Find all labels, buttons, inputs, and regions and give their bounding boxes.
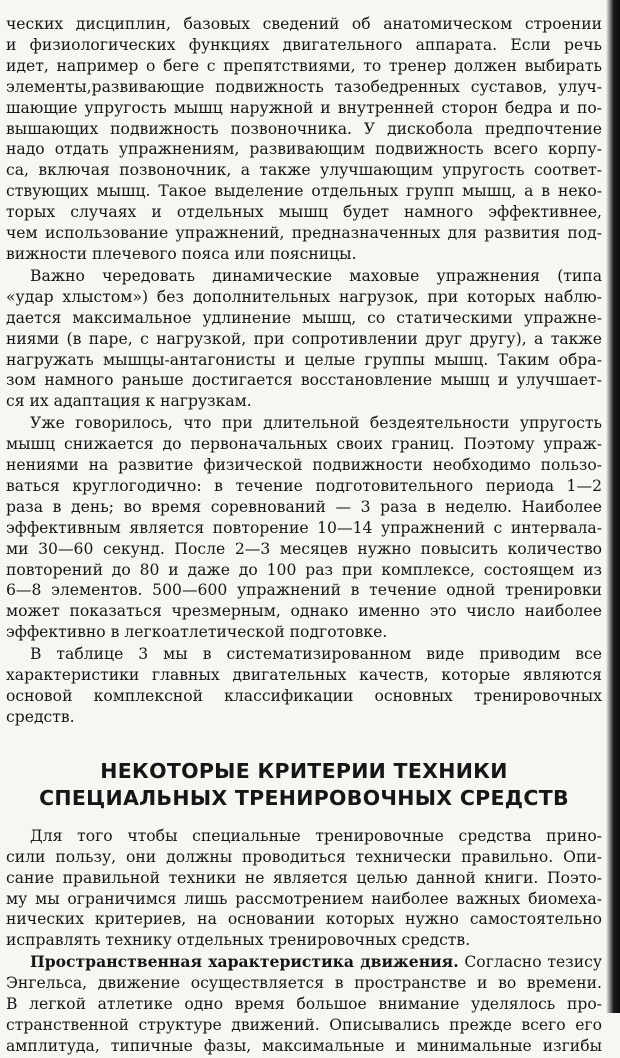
- text-line: торых случаях и отдельных мышц будет намного эффективнее,: [6, 203, 602, 222]
- text-line: ческих дисциплин, базовых сведений об анатомическом строении: [6, 15, 602, 33]
- paragraph-flexibility-exercises: [6, 14, 602, 265]
- text-line: чем использование упражнений, предназначенных для развития под-: [6, 224, 602, 243]
- text-line: ся их адаптация к нагрузкам.: [6, 392, 252, 411]
- text-line: ми 30—60 секунд. После 2—3 месяцев нужно повысить количество: [6, 539, 602, 558]
- text-line: [6, 952, 602, 973]
- text-line: может показаться чрезмерным, однако именно это число наиболее: [6, 602, 602, 621]
- text-line: характеристики главных двигательных качеств, которые являются: [6, 666, 602, 685]
- text-line: Для того чтобы специальные тренировочные средства прино-: [30, 826, 602, 845]
- text-line: зом намного раньше достигается восстановление мышц и улучшает-: [6, 371, 602, 390]
- text-line: Важно чередовать динамические маховые упражнения (типа: [30, 266, 602, 285]
- text-fragment: Согласно тезису: [458, 953, 602, 972]
- text-line: идет, например о беге с препятствиями, то тренер должен выбирать: [6, 56, 602, 75]
- text-line: В легкой атлетике одно время большое внимание уделялось про-: [6, 995, 602, 1014]
- text-line: средств.: [6, 707, 75, 726]
- section-heading-line-2: СПЕЦИАЛЬНЫХ ТРЕНИРОВОЧНЫХ СРЕДСТВ: [39, 785, 569, 810]
- paragraph-table-reference: [6, 644, 602, 728]
- text-line: шающие упругость мышц наружной и внутренней сторон бедра и по-: [6, 98, 602, 117]
- text-line: странственной структуре движений. Описывались прежде всего его: [6, 1015, 602, 1034]
- text-line: основой комплексной классификации основных тренировочных: [6, 687, 602, 705]
- section-heading: [6, 758, 602, 812]
- text-line: амплитуда, типичные фазы, максимальные и минимальные изгибы: [6, 1036, 602, 1055]
- text-line: и физиологических функциях двигательного аппарата. Если речь: [6, 35, 602, 54]
- text-line: В таблице 3 мы в систематизированном виде приводим все: [30, 645, 602, 664]
- text-line: эффективно в легкоатлетической подготовке.: [6, 623, 388, 642]
- text-line: ствующих мышц. Такое выделение отдельных групп мышц, а в неко-: [6, 182, 602, 201]
- scan-shadow-edge: [606, 0, 620, 1013]
- text-line: повторений до 80 и даже до 100 раз при комплексе, состоящем из: [6, 560, 602, 579]
- text-line: ниями (в паре, с нагрузкой, при сопротивлении друг другу), а также: [6, 329, 602, 348]
- text-line: нагружать мышцы-антагонисты и целые группы мышц. Таким обра-: [6, 350, 602, 369]
- text-line: Уже говорилось, что при длительной бездеятельности упругость: [30, 414, 602, 433]
- text-line: исправлять технику отдельных тренировочных средств.: [6, 931, 471, 950]
- text-line: ваться круглогодично: в течение подготовительного периода 1—2: [6, 476, 602, 495]
- text-line: сили пользу, они должны проводиться технически правильно. Опи-: [6, 847, 602, 866]
- text-line: сание правильной техники не является целью данной книги. Поэто-: [6, 868, 602, 887]
- text-line: эффективным является повторение 10—14 упражнений с интервала-: [6, 518, 602, 537]
- text-line: «удар хлыстом») без дополнительных нагрузок, при которых наблю-: [6, 287, 602, 306]
- text-line: вижности плечевого пояса или поясницы.: [6, 244, 357, 263]
- text-line: вышающих подвижность позвоночника. У дискобола предпочтение: [6, 119, 602, 138]
- text-line: му мы ограничимся лишь рассмотрением наиболее важных биомеха-: [6, 889, 602, 908]
- text-line: раза в день; во время соревнований — 3 раза в неделю. Наиболее: [6, 497, 602, 516]
- paragraph-technique-intro: [6, 826, 602, 951]
- text-line: элементы,развивающие подвижность тазобедренных суставов, улуч-: [6, 77, 602, 96]
- text-line: са, включая позвоночник, а также улучшающим упругость соответ-: [6, 161, 602, 180]
- text-line: нениями на развитие физической подвижности необходимо пользо-: [6, 456, 602, 475]
- text-line: 6—8 элементов. 500—600 упражнений в течение одной тренировки: [6, 581, 602, 600]
- book-page: [6, 14, 602, 1058]
- paragraph-lead-term: Пространственная характеристика движения.: [30, 952, 459, 972]
- paragraph-dynamic-static: [6, 266, 602, 412]
- paragraph-year-round: [6, 413, 602, 643]
- text-line: Энгельса, движение осуществляется в пространстве и во времени.: [6, 974, 602, 993]
- text-line: надо отдать упражнениям, развивающим подвижность всего корпу-: [6, 140, 602, 159]
- text-line: мышц снижается до первоначальных своих границ. Поэтому упраж-: [6, 435, 602, 454]
- text-line: дается максимальное удлинение мышц, со статическими упражне-: [6, 308, 602, 327]
- section-heading-line-1: НЕКОТОРЫЕ КРИТЕРИИ ТЕХНИКИ: [100, 758, 508, 783]
- text-line: нических критериев, на основании которых нужно самостоятельно: [6, 910, 602, 929]
- paragraph-spatial-characteristic: [6, 952, 602, 1057]
